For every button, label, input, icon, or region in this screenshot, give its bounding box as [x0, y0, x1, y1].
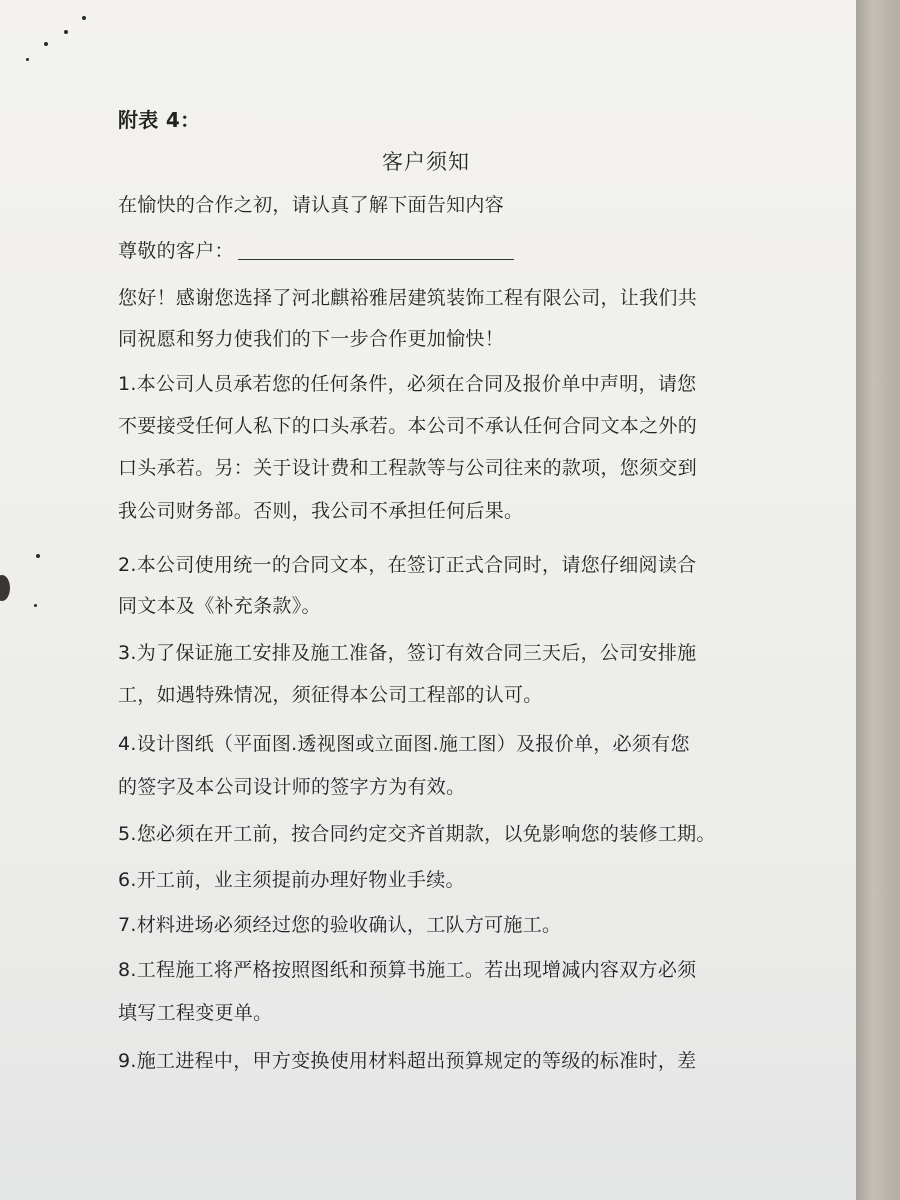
- body-line: 工，如遇特殊情况，须征得本公司工程部的认可。: [118, 684, 543, 706]
- body-line: 7.材料进场必须经过您的验收确认，工队方可施工。: [118, 914, 562, 936]
- body-line: 4.设计图纸（平面图.透视图或立面图.施工图）及报价单，必须有您: [118, 733, 690, 755]
- body-line: 的签字及本公司设计师的签字方为有效。: [118, 776, 466, 798]
- body-line: 2.本公司使用统一的合同文本，在签订正式合同时，请您仔细阅读合: [118, 554, 697, 576]
- body-line: 不要接受任何人私下的口头承若。本公司不承认任何合同文本之外的: [118, 415, 698, 437]
- punch-hole: [0, 575, 10, 601]
- appendix-label: 附表 4：: [118, 108, 201, 132]
- body-line: 口头承若。另：关于设计费和工程款等与公司往来的款项，您须交到: [118, 457, 698, 479]
- intro-text: 在愉快的合作之初，请认真了解下面告知内容: [118, 194, 505, 216]
- punch-hole: [82, 16, 86, 20]
- body-line: 我公司财务部。否则，我公司不承担任何后果。: [118, 500, 524, 522]
- body-line: 3.为了保证施工安排及施工准备，签订有效合同三天后，公司安排施: [118, 642, 697, 664]
- punch-hole: [26, 58, 29, 61]
- salutation-line: [118, 236, 514, 263]
- customer-name-blank: [238, 258, 514, 260]
- body-line: 同文本及《补充条款》。: [118, 595, 321, 617]
- punch-hole: [64, 30, 68, 34]
- punch-hole: [44, 42, 48, 46]
- body-line: 您好！感谢您选择了河北麒裕雅居建筑装饰工程有限公司，让我们共: [118, 287, 698, 309]
- punch-hole: [34, 604, 37, 607]
- body-line: 9.施工进程中，甲方变换使用材料超出预算规定的等级的标准时，差: [118, 1050, 697, 1072]
- document-title: 客户须知: [382, 150, 470, 174]
- body-line: 6.开工前，业主须提前办理好物业手续。: [118, 869, 465, 891]
- body-line: 同祝愿和努力使我们的下一步合作更加愉快！: [118, 328, 505, 350]
- body-line: 1.本公司人员承若您的任何条件，必须在合同及报价单中声明，请您: [118, 373, 697, 395]
- body-line: 5.您必须在开工前，按合同约定交齐首期款，以免影响您的装修工期。: [118, 823, 716, 845]
- salutation-text: 尊敬的客户：: [118, 240, 234, 262]
- body-line: 填写工程变更单。: [118, 1002, 273, 1024]
- punch-hole: [36, 554, 40, 558]
- body-line: 8.工程施工将严格按照图纸和预算书施工。若出现增减内容双方必须: [118, 959, 697, 981]
- desk-background: [856, 0, 900, 1200]
